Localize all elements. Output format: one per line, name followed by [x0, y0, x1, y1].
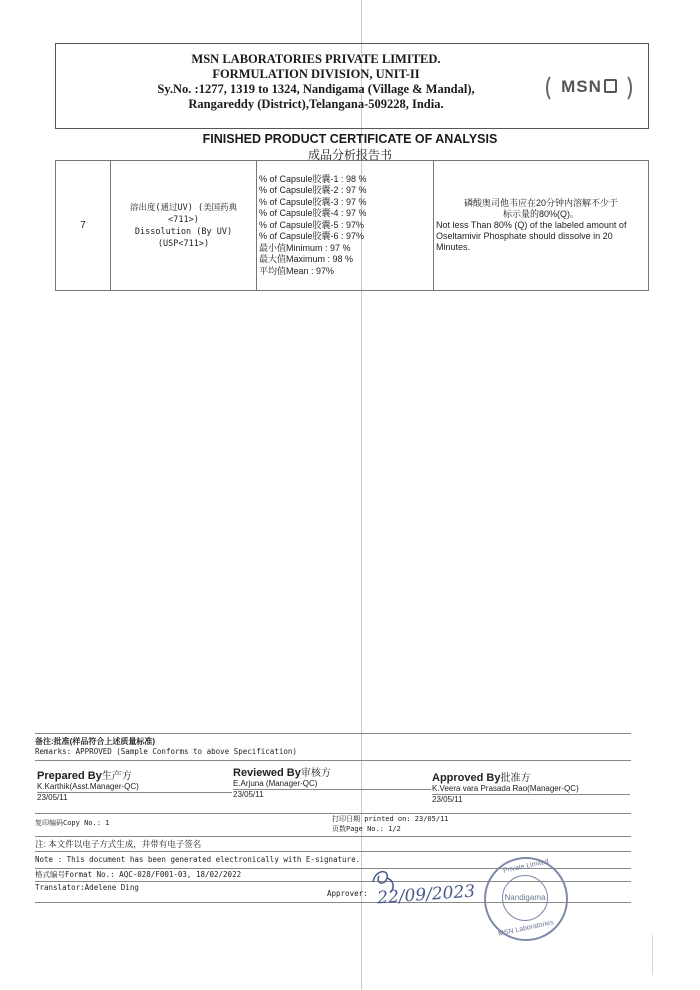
reviewed-title-cn: 审核方: [300, 768, 331, 779]
result-line: % of Capsule胶囊-6 : 97%: [259, 231, 365, 242]
letterhead: [55, 43, 649, 129]
certificate-title: FINISHED PRODUCT CERTIFICATE OF ANALYSIS: [202, 132, 498, 146]
approved-title: Approved By: [432, 772, 501, 784]
handwritten-signature: [365, 862, 500, 910]
format-no: 格式编号Format No.: AQC-028/F001-03, 18/02/2022: [35, 869, 631, 882]
approved-by: [432, 769, 630, 805]
translator: Translator:Adelene Ding: [35, 883, 139, 892]
test-name-line: Dissolution (By UV): [134, 226, 233, 237]
prepared-name: K.Karthik(Asst.Manager-QC): [37, 782, 232, 793]
test-name-line: <711>): [168, 214, 199, 225]
approved-title-cn: 批准方: [500, 773, 531, 784]
result-line: % of Capsule胶囊-5 : 97%: [259, 219, 365, 230]
specification: [434, 161, 649, 291]
company-address: [106, 52, 526, 112]
company-name: MSN LABORATORIES PRIVATE LIMITED.: [191, 52, 441, 66]
handwritten-date: 22/09/2023: [376, 881, 476, 909]
reviewed-by: [233, 764, 431, 800]
remarks: [35, 733, 631, 761]
company-seal: [484, 857, 568, 941]
result-line: % of Capsule胶囊-4 : 97 %: [259, 208, 367, 219]
prepared-title: Prepared By: [37, 770, 102, 782]
certificate-title-cn: 成品分析报告书: [307, 148, 392, 162]
result-line: 最大值Maximum : 98 %: [259, 254, 354, 265]
test-name: [111, 161, 257, 291]
logo-text: MSN: [561, 77, 602, 96]
company-address-line-2: Rangareddy (District),Telangana-509228, India.: [188, 97, 444, 111]
logo-mark-icon: [604, 79, 617, 93]
signatures: [35, 761, 631, 814]
print-info: [35, 814, 631, 837]
remarks-cn: 备注:批准(样品符合上述质量标准): [35, 737, 155, 746]
approved-name: K.Veera vara Prasada Rao(Manager-QC): [432, 784, 630, 795]
page-fold-line-2: [652, 935, 653, 975]
printed-on: 打印日期 printed on: 23/05/11: [332, 815, 449, 823]
test-name-line: 溶出度(通过UV) (美国药典: [129, 202, 238, 213]
result-line: % of Capsule胶囊-1 : 98 %: [259, 173, 367, 184]
company-division: FORMULATION DIVISION, UNIT-II: [212, 67, 420, 81]
remarks-en: Remarks: APPROVED (Sample Conforms to above Specification): [35, 747, 297, 756]
copy-no: 复印编码Copy No.: 1: [35, 819, 110, 827]
test-results: [257, 161, 434, 291]
test-name-line: (USP<711>): [157, 238, 210, 249]
table-row: [56, 161, 649, 291]
seal-text-bottom: MSN Laboratories: [497, 919, 555, 938]
result-line: % of Capsule胶囊-2 : 97 %: [259, 185, 367, 196]
prepared-date: 23/05/11: [37, 793, 68, 802]
seal-text-top: Private Limited: [502, 858, 550, 875]
approver-label: Approver:: [327, 889, 368, 898]
test-number: 7: [56, 161, 111, 291]
spec-en: Not less Than 80% (Q) of the labeled amount of Oseltamivir Phosphate should dissolve in 20 Minutes.: [436, 220, 627, 252]
reviewed-name: E.Arjuna (Manager-QC): [233, 779, 431, 790]
msn-logo: [548, 72, 630, 102]
prepared-by: [37, 767, 232, 803]
page-no: 页数Page No.: 1/2: [332, 825, 401, 833]
company-address-line-1: Sy.No. :1277, 1319 to 1324, Nandigama (Village & Mandal),: [157, 82, 475, 96]
result-line: 最小值Minimum : 97 %: [259, 242, 351, 253]
prepared-title-cn: 生产方: [101, 771, 132, 782]
reviewed-title: Reviewed By: [233, 767, 301, 779]
note-cn: 注: 本文件以电子方式生成，并带有电子签名: [35, 837, 631, 852]
spec-cn-line-1: 磷酸奥司他韦应在20分钟内溶解不少于: [463, 198, 618, 208]
result-line: 平均值Mean : 97%: [259, 265, 335, 276]
approved-date: 23/05/11: [432, 795, 463, 804]
note-en: Note : This document has been generated electronically with E-signature.: [35, 852, 631, 869]
reviewed-date: 23/05/11: [233, 790, 264, 799]
result-line: % of Capsule胶囊-3 : 97 %: [259, 196, 367, 207]
results-table: [55, 160, 649, 291]
spec-cn-line-2: 标示量的80%(Q)。: [502, 209, 579, 219]
seal-center: Nandigama: [502, 875, 548, 921]
